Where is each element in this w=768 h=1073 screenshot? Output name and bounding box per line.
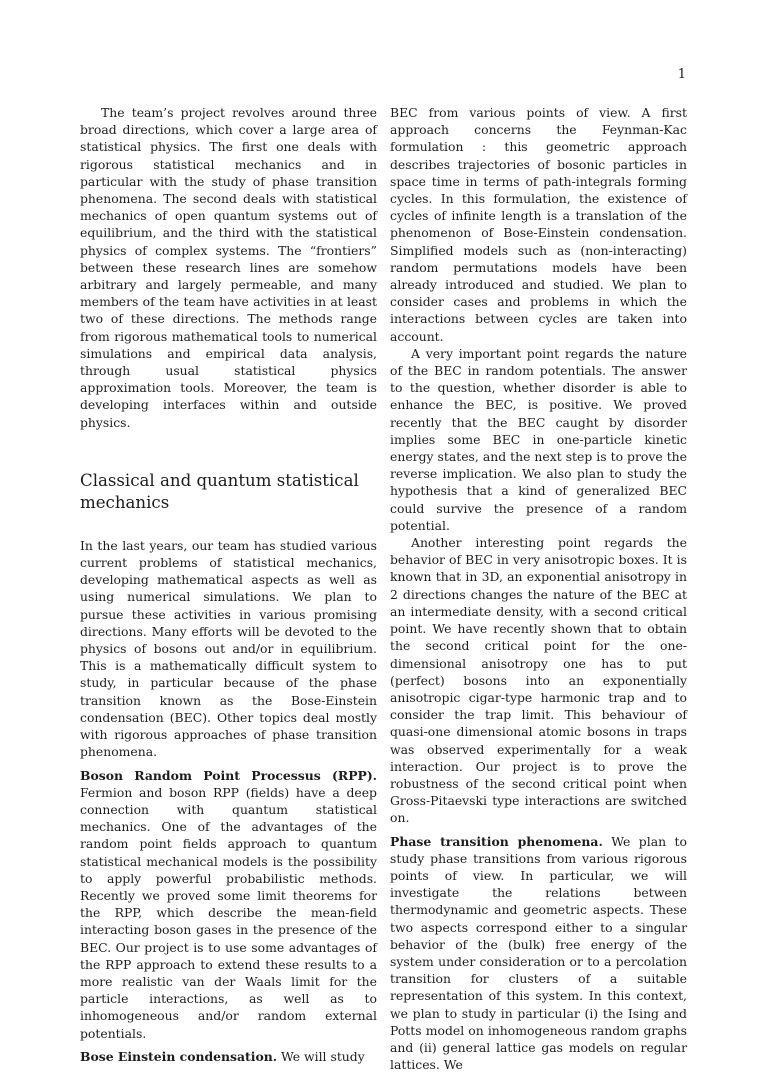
page-number: 1 bbox=[677, 67, 686, 82]
bec-paragraph bbox=[80, 1048, 377, 1065]
phase-run-in-heading: Phase transition phenomena. bbox=[390, 833, 603, 849]
left-column bbox=[80, 104, 377, 1065]
bec-continued-paragraph: BEC from various points of view. A first approach concerns the Feynman-Kac formulation : this geometric approach describes trajectories of bosonic particles in space time in terms of path-integrals forming cycles. In this formulation, the existence of cycles of infinite length is a translation of the phenomenon of Bose-Einstein condensation. Simplified models such as (non-interacting) random permutations models have been already introduced and studied. We plan to consider cases and problems in which the interactions between cycles are taken into account. bbox=[390, 105, 687, 344]
intro-paragraph: The team’s project revolves around three broad directions, which cover a large area of statistical physics. The first one deals with rigorous statistical mechanics and in particular with the study of phase transition phenomena. The second deals with statistical mechanics of open quantum systems out of equilibrium, and the third with the statistical physics of complex systems. The “frontiers” between these research lines are somehow arbitrary and largely permeable, and many members of the team have activities in at least two of these directions. The methods range from rigorous mathematical tools to numerical simulations and empirical data analysis, through usual statistical physics approximation tools. Moreover, the team is developing interfaces within and outside physics. bbox=[80, 105, 377, 430]
rpp-run-in-heading: Boson Random Point Processus (RPP). bbox=[80, 767, 377, 783]
section-intro-paragraph: In the last years, our team has studied various current problems of statistical mechanics, developing mathematical aspects as well as using numerical simulations. We plan to pursue these activities in various promising directions. Many efforts will be devoted to the physics of bosons out and/or in equilibrium. This is a mathematically difficult system to study, in particular because of the phase transition known as the Bose-Einstein condensation (BEC). Other topics deal mostly with rigorous approaches of phase transition phenomena. bbox=[80, 537, 377, 760]
bec-run-in-heading: Bose Einstein condensation. bbox=[80, 1048, 278, 1064]
rpp-paragraph bbox=[80, 767, 377, 1042]
right-column bbox=[390, 104, 687, 1073]
section-heading: Classical and quantum statistical mechanics bbox=[80, 470, 359, 512]
rpp-body: Fermion and boson RPP (fields) have a deep connection with quantum statistical mechanics. One of the advantages of the random point fields approach to quantum statistical mechanical models is the possibility to apply powerful probabilistic methods. Recently we proved some limit theorems for the RPP, which describe the mean-field interacting boson gases in the presence of the BEC. Our project is to use some advantages of the RPP approach to extend these results to a more realistic van der Waals limit for the particle interactions, as well as to inhomogeneous and/or random external potentials. bbox=[80, 784, 377, 1041]
phase-body: We plan to study phase transitions from various rigorous points of view. In particular, we will investigate the relations between thermodynamic and geometric aspects. These two aspects correspond either to a singular behavior of the (bulk) free energy of the system under consideration or to a percolation transition for clusters of a suitable representation of this system. In this context, we plan to study in particular (i) the Ising and Potts model on inhomogeneous random graphs and (ii) general lattice gas models on regular lattices. We bbox=[390, 833, 687, 1073]
anisotropic-boxes-paragraph: Another interesting point regards the behavior of BEC in very anisotropic boxes. It is known that in 3D, an exponential anisotropy in 2 directions changes the nature of the BEC at an intermediate density, with a second critical point. We have recently shown that to obtain the second critical point for the one-dimensional anisotropy one has to put (perfect) bosons into an exponentially anisotropic cigar-type harmonic trap and to consider the trap limit. This behaviour of quasi-one dimensional atomic bosons in traps was observed experimentally for a weak interaction. Our project is to prove the robustness of the second critical point when Gross-Pitaevski type interactions are switched on. bbox=[390, 535, 687, 826]
phase-transition-paragraph bbox=[390, 833, 687, 1073]
random-potentials-paragraph: A very important point regards the nature of the BEC in random potentials. The answer to the question, whether disorder is able to enhance the BEC, is positive. We proved recently that the BEC caught by disorder implies some BEC in one-particle kinetic energy states, and the next step is to prove the reverse implication. We also plan to study the hypothesis that a kind of generalized BEC could survive the presence of a random potential. bbox=[390, 345, 687, 533]
bec-body-start: We will study bbox=[281, 1048, 365, 1064]
